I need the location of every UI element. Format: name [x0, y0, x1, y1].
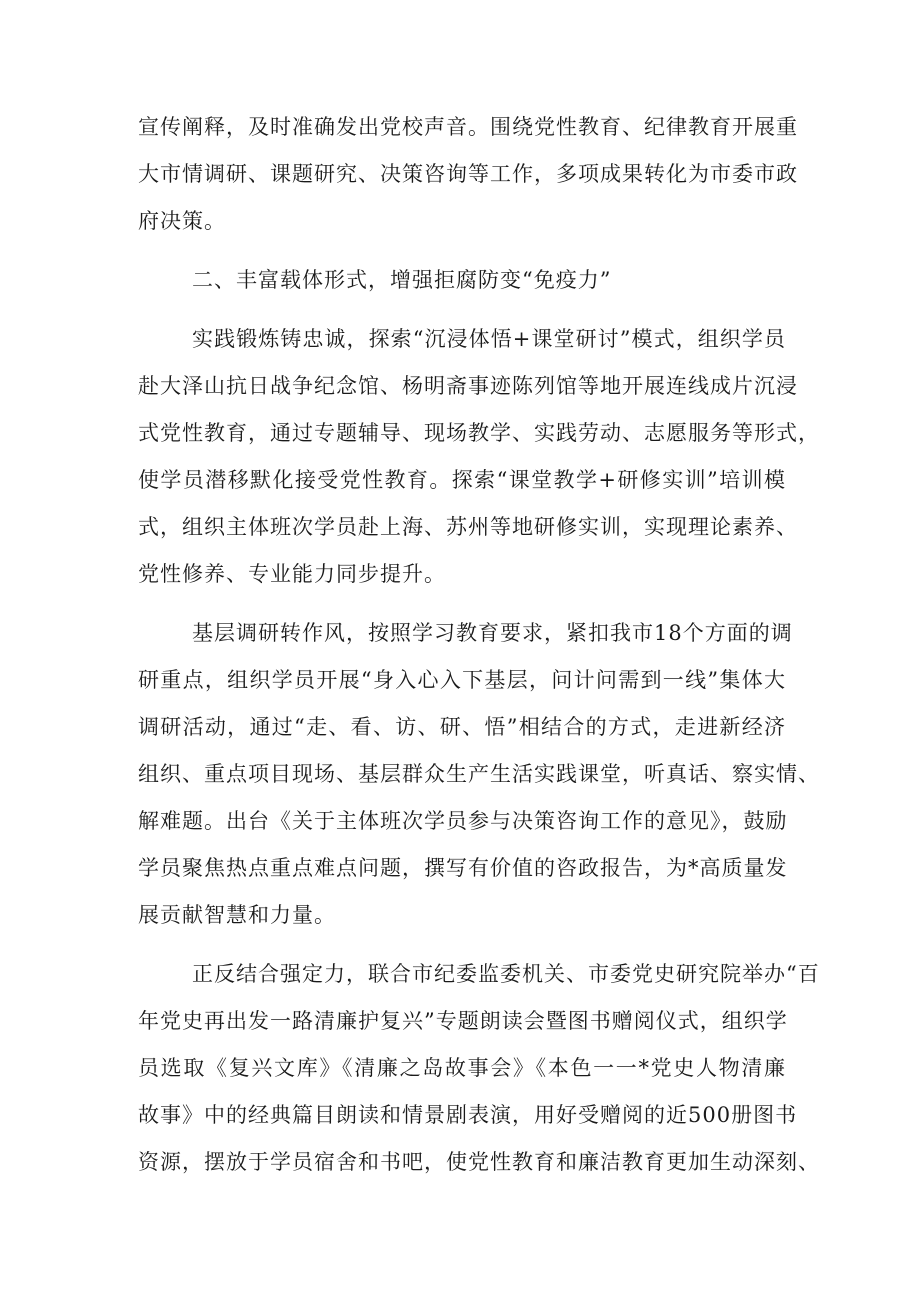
text-line: 展贡献智慧和力量。: [138, 903, 336, 927]
text-line: 解难题。出台《关于主体班次学员参与决策咨询工作的意见》，鼓励: [138, 809, 788, 833]
text-line: 大市情调研、课题研究、决策咨询等工作，多项成果转化为市委市政: [138, 162, 798, 186]
text-line: 员选取《复兴文库》《清廉之岛故事会》《本色一一*党史人物清廉: [138, 1056, 786, 1080]
text-line: 式，组织主体班次学员赴上海、苏州等地研修实训，实现理论素养、: [138, 515, 798, 539]
text-line: 宣传阐释，及时准确发出党校声音。围绕党性教育、纪律教育开展重: [138, 115, 798, 139]
paragraph-3: [138, 610, 820, 939]
text-line: 府决策。: [138, 209, 226, 233]
text-line: 党性修养、专业能力同步提升。: [138, 562, 446, 586]
text-line: 式党性教育，通过专题辅导、现场教学、实践劳动、志愿服务等形式，: [138, 421, 820, 445]
paragraph-2: [138, 316, 820, 598]
paragraph-1: [138, 104, 798, 245]
text-line: 使学员潜移默化接受党性教育。探索“课堂教学+研修实训”培训模: [138, 468, 786, 492]
text-line: 年党史再出发一路清廉护复兴”专题朗读会暨图书赠阅仪式，组织学: [138, 1009, 788, 1033]
text-line: 实践锻炼铸忠诚，探索“沉浸体悟+课堂研讨”模式，组织学员: [192, 327, 786, 351]
text-line: 调研活动，通过“走、看、访、研、悟”相结合的方式，走进新经济: [138, 715, 786, 739]
text-line: 组织、重点项目现场、基层群众生产生活实践课堂，听真话、察实情、: [138, 762, 820, 786]
text-line: 正反结合强定力，联合市纪委监委机关、市委党史研究院举办“百: [192, 962, 820, 986]
text-line: 赴大泽山抗日战争纪念馆、杨明斋事迹陈列馆等地开展连线成片沉浸: [138, 374, 798, 398]
text-line: 学员聚焦热点重点难点问题，撰写有价值的咨政报告，为*高质量发: [138, 856, 788, 880]
text-line: 基层调研转作风，按照学习教育要求，紧扣我市18个方面的调: [192, 621, 793, 645]
text-line: 故事》中的经典篇目朗读和情景剧表演，用好受赠阅的近500册图书: [138, 1103, 798, 1127]
text-line: 研重点，组织学员开展“身入心入下基层，问计问需到一线”集体大: [138, 668, 786, 692]
heading-text: 二、丰富载体形式，增强拒腐防变“免疫力”: [192, 268, 612, 292]
document-body: [138, 104, 820, 1198]
text-line: 资源，摆放于学员宿舍和书吧，使党性教育和廉洁教育更加生动深刻、: [138, 1150, 820, 1174]
section-heading: [138, 257, 786, 304]
paragraph-4: [138, 951, 820, 1186]
